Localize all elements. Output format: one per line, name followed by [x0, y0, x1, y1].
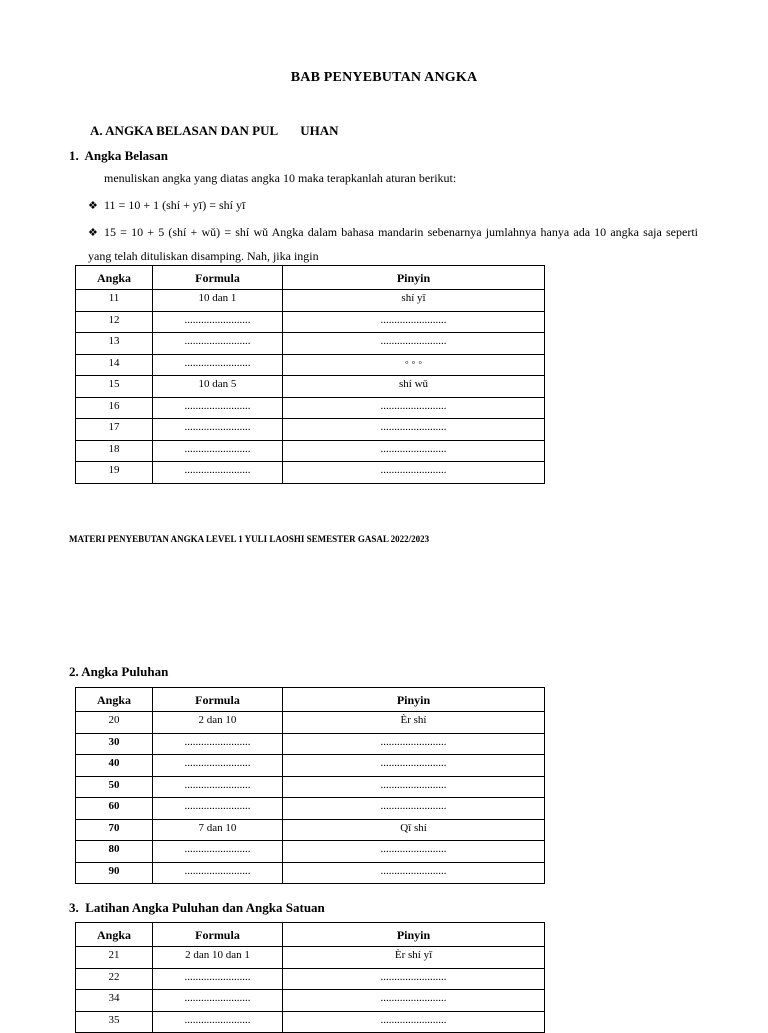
cell-pinyin: ........................: [283, 397, 545, 419]
cell-pinyin: ........................: [283, 862, 545, 884]
cell-pinyin: ◦ ◦ ◦: [283, 354, 545, 376]
cell-pinyin: ........................: [283, 1011, 545, 1033]
table-row: [76, 1011, 545, 1033]
cell-angka: 11: [76, 290, 153, 312]
cell-formula: ........................: [153, 862, 283, 884]
header-formula: Formula: [153, 688, 283, 712]
cell-angka: 34: [76, 990, 153, 1012]
cell-pinyin: ........................: [283, 440, 545, 462]
table-header-row: [76, 266, 545, 290]
cell-formula: ........................: [153, 354, 283, 376]
cell-pinyin: ........................: [283, 311, 545, 333]
cell-formula: 7 dan 10: [153, 819, 283, 841]
intro-text: menuliskan angka yang diatas angka 10 maka terapkanlah aturan berikut:: [104, 171, 457, 185]
cell-angka: 60: [76, 798, 153, 820]
cell-formula: ........................: [153, 333, 283, 355]
cell-angka: 35: [76, 1011, 153, 1033]
table-row: [76, 947, 545, 969]
cell-formula: ........................: [153, 311, 283, 333]
cell-pinyin: ........................: [283, 333, 545, 355]
cell-formula: ........................: [153, 776, 283, 798]
cell-formula: ........................: [153, 419, 283, 441]
section-a-heading: A. ANGKA BELASAN DAN PUL UHAN: [90, 123, 339, 138]
cell-pinyin: ........................: [283, 990, 545, 1012]
diamond-bullet-icon: ❖: [88, 227, 98, 239]
cell-angka: 22: [76, 968, 153, 990]
cell-pinyin: ........................: [283, 755, 545, 777]
header-pinyin: Pinyin: [283, 688, 545, 712]
cell-pinyin: ........................: [283, 798, 545, 820]
table-header-row: [76, 923, 545, 947]
cell-angka: 70: [76, 819, 153, 841]
header-pinyin: Pinyin: [283, 923, 545, 947]
table-row: [76, 397, 545, 419]
cell-formula: ........................: [153, 733, 283, 755]
cell-formula: ........................: [153, 990, 283, 1012]
cell-pinyin: ........................: [283, 733, 545, 755]
cell-pinyin: Èr shí yī: [283, 947, 545, 969]
bullet-item-1: [88, 198, 245, 213]
table-row: [76, 819, 545, 841]
cell-angka: 50: [76, 776, 153, 798]
table-row: [76, 841, 545, 863]
cell-formula: 10 dan 1: [153, 290, 283, 312]
cell-angka: 20: [76, 712, 153, 734]
subsection-2-heading: 2. Angka Puluhan: [69, 664, 169, 679]
cell-formula: ........................: [153, 841, 283, 863]
cell-formula: 10 dan 5: [153, 376, 283, 398]
bullet-text: 11 = 10 + 1 (shí + yī) = shí yī: [104, 198, 246, 212]
table-row: [76, 333, 545, 355]
table-row: [76, 290, 545, 312]
header-formula: Formula: [153, 266, 283, 290]
cell-angka: 17: [76, 419, 153, 441]
cell-formula: ........................: [153, 397, 283, 419]
header-formula: Formula: [153, 923, 283, 947]
cell-pinyin: ........................: [283, 841, 545, 863]
cell-formula: ........................: [153, 1011, 283, 1033]
table-row: [76, 419, 545, 441]
cell-pinyin: Èr shí: [283, 712, 545, 734]
cell-pinyin: ........................: [283, 968, 545, 990]
table-row: [76, 755, 545, 777]
cell-angka: 16: [76, 397, 153, 419]
table-row: [76, 776, 545, 798]
header-angka: Angka: [76, 266, 153, 290]
table-angka-puluhan: [75, 687, 545, 884]
table-row: [76, 862, 545, 884]
cell-formula: ........................: [153, 968, 283, 990]
cell-pinyin: ........................: [283, 776, 545, 798]
table-row: [76, 968, 545, 990]
header-angka: Angka: [76, 923, 153, 947]
table-row: [76, 440, 545, 462]
cell-angka: 12: [76, 311, 153, 333]
cell-formula: ........................: [153, 798, 283, 820]
cell-formula: 2 dan 10: [153, 712, 283, 734]
cell-formula: ........................: [153, 462, 283, 484]
table-header-row: [76, 688, 545, 712]
table-row: [76, 712, 545, 734]
diamond-bullet-icon: ❖: [88, 200, 98, 212]
cell-angka: 80: [76, 841, 153, 863]
cell-angka: 90: [76, 862, 153, 884]
header-pinyin: Pinyin: [283, 266, 545, 290]
header-angka: Angka: [76, 688, 153, 712]
subsection-1-heading: 1. Angka Belasan: [69, 148, 168, 163]
cell-angka: 40: [76, 755, 153, 777]
cell-formula: ........................: [153, 755, 283, 777]
table-row: [76, 354, 545, 376]
bullet-item-2: [88, 221, 698, 268]
cell-pinyin: ........................: [283, 462, 545, 484]
cell-formula: ........................: [153, 440, 283, 462]
cell-angka: 18: [76, 440, 153, 462]
cell-pinyin: ........................: [283, 419, 545, 441]
cell-pinyin: Qī shí: [283, 819, 545, 841]
subsection-3-heading: 3. Latihan Angka Puluhan dan Angka Satuan: [69, 900, 325, 915]
page-title: BAB PENYEBUTAN ANGKA: [290, 70, 478, 85]
cell-angka: 19: [76, 462, 153, 484]
table-row: [76, 311, 545, 333]
cell-angka: 30: [76, 733, 153, 755]
cell-formula: 2 dan 10 dan 1: [153, 947, 283, 969]
table-row: [76, 990, 545, 1012]
bullet-text: 15 = 10 + 5 (shí + wǔ) = shí wǔ Angka dalam bahasa mandarin sebenarnya jumlahnya hanya ada 10 angka saja seperti yang telah dituliskan disamping. Nah, jika ingin: [88, 225, 698, 263]
table-angka-belasan: [75, 265, 545, 484]
cell-angka: 15: [76, 376, 153, 398]
table-row: [76, 376, 545, 398]
cell-pinyin: shí yī: [283, 290, 545, 312]
footer-text: MATERI PENYEBUTAN ANGKA LEVEL 1 YULI LAOSHI SEMESTER GASAL 2022/2023: [69, 534, 430, 544]
table-row: [76, 462, 545, 484]
table-row: [76, 733, 545, 755]
table-latihan: [75, 922, 545, 1033]
cell-pinyin: shí wǔ: [283, 376, 545, 398]
cell-angka: 21: [76, 947, 153, 969]
cell-angka: 14: [76, 354, 153, 376]
cell-angka: 13: [76, 333, 153, 355]
table-row: [76, 798, 545, 820]
